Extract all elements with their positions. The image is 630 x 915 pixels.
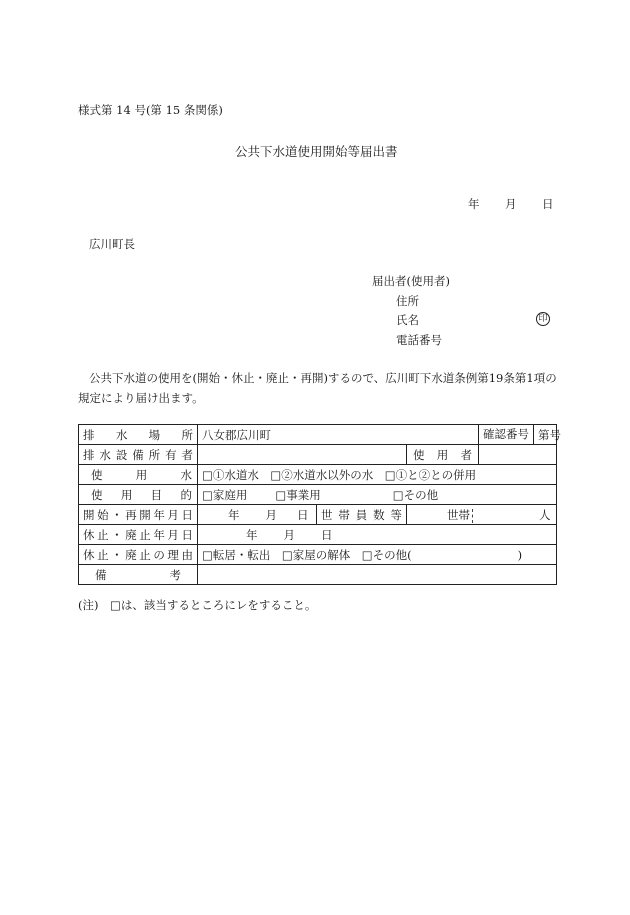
- household-unit: 世帯: [447, 507, 470, 522]
- document-title: 公共下水道使用開始等届出書: [235, 144, 398, 159]
- water-options[interactable]: □①水道水 □②水道水以外の水 □①と②との併用: [198, 465, 557, 485]
- reason-options[interactable]: [198, 545, 557, 565]
- address-label: 住所: [396, 294, 419, 308]
- statement-text: 公共下水道の使用を(開始・休止・廃止・再開)するので、広川町下水道条例第19条第1項の規定により届け出ます。: [78, 371, 557, 405]
- date-line: [468, 196, 579, 212]
- user-label: 使用者: [407, 445, 479, 465]
- start-year: 年: [228, 507, 240, 522]
- water-label: 使用水: [79, 465, 198, 485]
- household-value[interactable]: [407, 505, 557, 525]
- user-value[interactable]: [479, 445, 557, 465]
- owner-value[interactable]: [198, 445, 407, 465]
- reason-label: 休止・廃止の理由: [79, 545, 198, 565]
- phone-label: 電話番号: [396, 333, 442, 347]
- table-row: [79, 485, 557, 505]
- table-row: [79, 445, 557, 465]
- table-row: [79, 465, 557, 485]
- location-value: 八女郡広川町: [198, 425, 479, 445]
- footnote: (注) □は、該当するところにレをすること。: [78, 598, 317, 612]
- table-row: [79, 525, 557, 545]
- table-row: [79, 545, 557, 565]
- location-label: 排水場所: [79, 425, 198, 445]
- addressee: 広川町長: [89, 237, 135, 251]
- purpose-label: 使用目的: [79, 485, 198, 505]
- confirm-number-suffix: 号: [549, 427, 561, 442]
- start-month: 月: [265, 507, 277, 522]
- person-unit: 人: [539, 507, 551, 522]
- remarks-value[interactable]: [198, 565, 557, 585]
- stop-month: 月: [283, 527, 295, 542]
- confirm-number-cell: [479, 425, 561, 445]
- date-day: 日: [542, 197, 554, 211]
- household-label: 世帯員数等: [317, 505, 407, 525]
- purpose-home-option[interactable]: □家庭用: [202, 487, 248, 502]
- date-month: 月: [505, 197, 517, 211]
- start-day: 日: [297, 507, 309, 522]
- owner-label: 排水設備所有者: [79, 445, 198, 465]
- dotted-divider: [472, 509, 473, 523]
- notification-form-table: [78, 424, 561, 585]
- remarks-label: 備考: [79, 565, 198, 585]
- table-row: [79, 425, 557, 445]
- seal-mark: 印: [536, 312, 550, 326]
- applicant-heading: 届出者(使用者): [372, 274, 450, 288]
- confirm-number-value[interactable]: [534, 427, 565, 443]
- form-number: 様式第 14 号(第 15 条関係): [78, 103, 223, 117]
- notification-statement: [78, 368, 558, 408]
- confirm-number-prefix: 第: [538, 427, 550, 442]
- stop-date-label: 休止・廃止年月日: [79, 525, 198, 545]
- purpose-other-option[interactable]: □その他: [392, 487, 439, 502]
- start-date-value[interactable]: [198, 505, 317, 525]
- purpose-business-option[interactable]: □事業用: [275, 487, 321, 502]
- date-year: 年: [468, 197, 480, 211]
- reason-close-paren: ): [517, 547, 523, 562]
- confirm-number-label: 確認番号: [479, 425, 534, 444]
- stop-date-value[interactable]: [198, 525, 557, 545]
- reason-option-list[interactable]: □転居・転出 □家屋の解体 □その他(: [202, 547, 412, 562]
- table-row: [79, 505, 557, 525]
- name-label: 氏名: [396, 313, 419, 327]
- table-row: [79, 565, 557, 585]
- stop-year: 年: [246, 527, 258, 542]
- purpose-options[interactable]: [198, 485, 557, 505]
- start-date-label: 開始・再開年月日: [79, 505, 198, 525]
- stop-day: 日: [321, 527, 333, 542]
